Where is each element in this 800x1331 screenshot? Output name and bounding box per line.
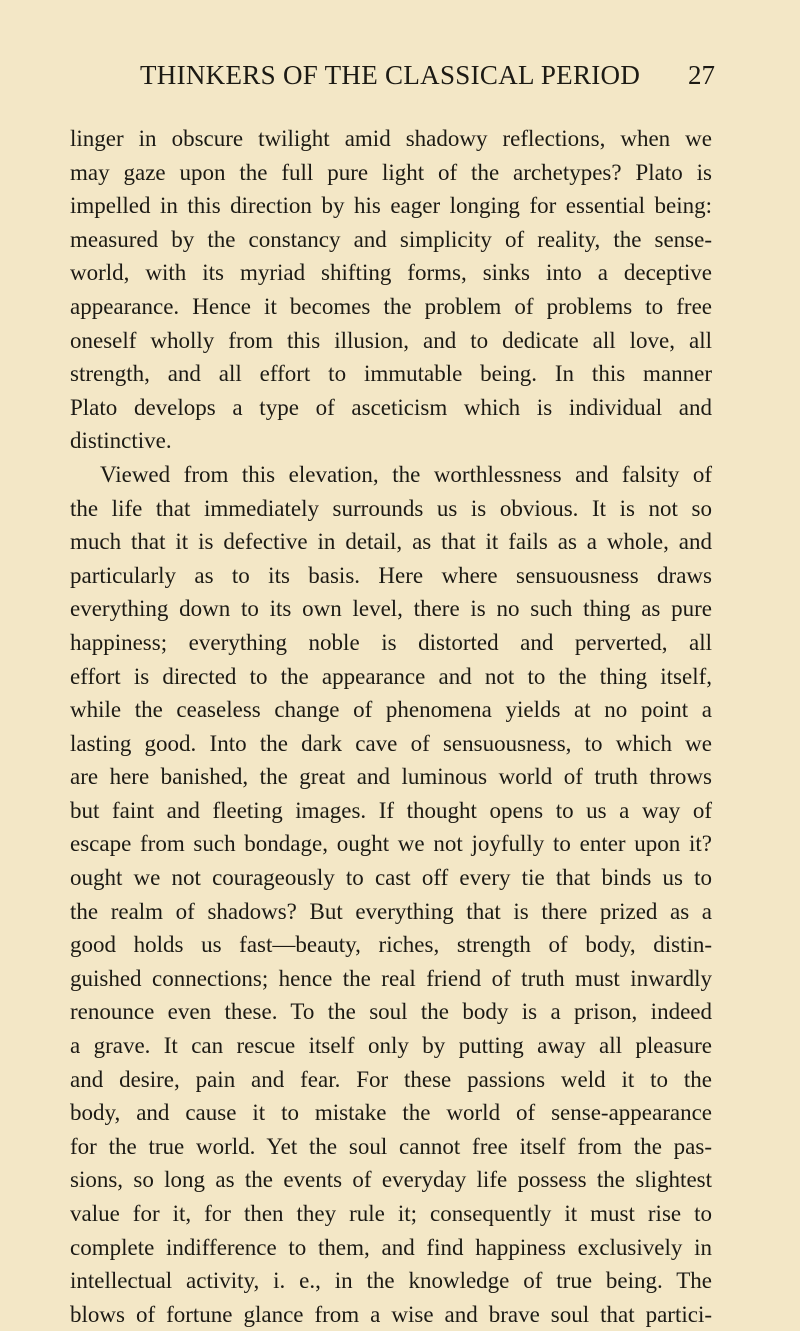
text-line: sions, so long as the events of everyday life possess the slightest (70, 1167, 712, 1193)
text-line: ought we not courageously to cast off every tie that binds us to (70, 865, 712, 891)
text-line: renounce even these. To the soul the body is a prison, indeed (70, 999, 712, 1025)
text-line: and desire, pain and fear. For these passions weld it to the (70, 1066, 712, 1092)
text-line: impelled in this direction by his eager longing for essential being: (70, 193, 712, 219)
text-line: strength, and all effort to immutable being. In this manner (70, 361, 712, 387)
text-line: body, and cause it to mistake the world of sense-appearance (70, 1100, 712, 1126)
text-line: oneself wholly from this illusion, and to dedicate all love, all (70, 327, 712, 353)
body-text (70, 122, 712, 1331)
text-line: a grave. It can rescue itself only by putting away all pleasure (70, 1033, 712, 1059)
text-line: world, with its myriad shifting forms, sinks into a deceptive (70, 260, 712, 286)
text-line: linger in obscure twilight amid shadowy reflections, when we (70, 126, 712, 151)
text-line: guished connections; hence the real friend of truth must inwardly (70, 965, 712, 991)
text-line: Plato develops a type of asceticism which is individual and (70, 394, 712, 420)
text-line: measured by the constancy and simplicity of reality, the sense- (70, 226, 712, 252)
text-line: escape from such bondage, ought we not joyfully to enter upon it? (70, 831, 712, 857)
text-line: may gaze upon the full pure light of the archetypes? Plato is (70, 159, 712, 185)
text-line: particularly as to its basis. Here where sensuousness draws (70, 562, 712, 588)
text-line: effort is directed to the appearance and not to the thing itself, (70, 663, 712, 689)
text-line: happiness; everything noble is distorted and perverted, all (70, 629, 712, 655)
text-line: good holds us fast—beauty, riches, strength of body, distin- (70, 932, 712, 958)
text-line: everything down to its own level, there is no such thing as pure (70, 596, 712, 622)
text-line: complete indifference to them, and find happiness exclusively in (70, 1234, 712, 1260)
text-line: are here banished, the great and luminous world of truth throws (70, 764, 712, 790)
text-line: intellectual activity, i. e., in the knowledge of true being. The (70, 1268, 712, 1294)
paragraph-start-line: Viewed from this elevation, the worthlessness and falsity of (100, 461, 712, 487)
text-line: blows of fortune glance from a wise and brave soul that partici- (70, 1301, 712, 1327)
page-number: 27 (688, 60, 715, 90)
text-line: appearance. Hence it becomes the problem of problems to free (70, 293, 712, 319)
text-line: lasting good. Into the dark cave of sensuousness, to which we (70, 730, 712, 756)
text-line: while the ceaseless change of phenomena yields at no point a (70, 697, 712, 723)
text-line: much that it is defective in detail, as that it fails as a whole, and (70, 529, 712, 555)
running-head (140, 60, 715, 100)
text-line: the life that immediately surrounds us is obvious. It is not so (70, 495, 712, 521)
text-line: value for it, for then they rule it; consequently it must rise to (70, 1201, 712, 1226)
paragraph-end-line: distinctive. (70, 428, 172, 454)
text-line: but faint and fleeting images. If thought opens to us a way of (70, 797, 712, 823)
running-title: THINKERS OF THE CLASSICAL PERIOD (140, 60, 641, 90)
text-line: the realm of shadows? But everything that is there prized as a (70, 898, 712, 924)
text-line: for the true world. Yet the soul cannot free itself from the pas- (70, 1133, 712, 1159)
